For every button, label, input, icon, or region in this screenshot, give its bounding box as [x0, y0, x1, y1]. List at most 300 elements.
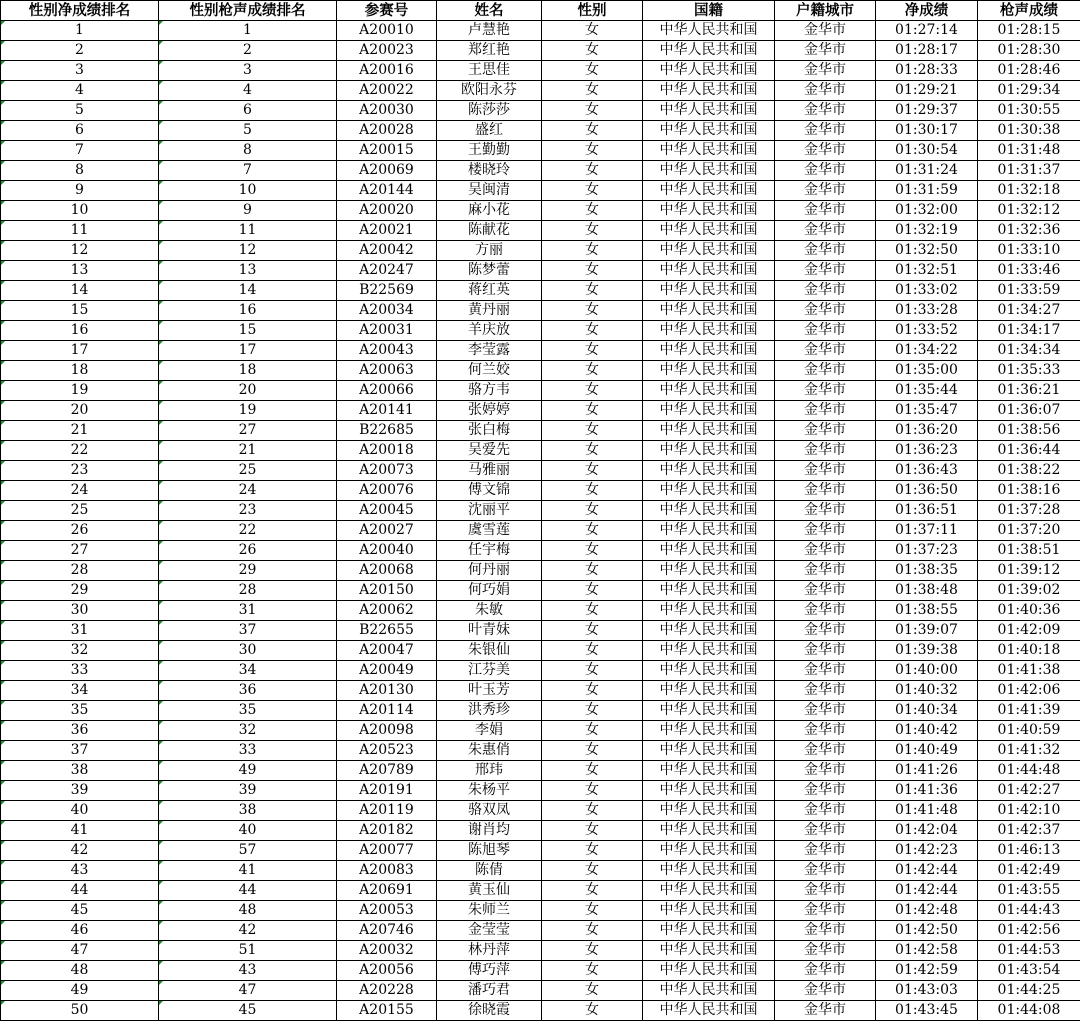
nationality-cell[interactable]: 中华人民共和国 — [643, 1001, 775, 1021]
header-cell-bib[interactable]: 参赛号 — [337, 1, 437, 21]
gun-rank-cell[interactable]: 12 — [159, 241, 337, 261]
gender-cell[interactable]: 女 — [542, 521, 643, 541]
net-rank-cell[interactable]: 29 — [1, 581, 159, 601]
net-time-cell[interactable]: 01:37:11 — [876, 521, 978, 541]
city-cell[interactable]: 金华市 — [775, 21, 876, 41]
gender-cell[interactable]: 女 — [542, 361, 643, 381]
nationality-cell[interactable]: 中华人民共和国 — [643, 901, 775, 921]
name-cell[interactable]: 方丽 — [437, 241, 542, 261]
gun-rank-cell[interactable]: 10 — [159, 181, 337, 201]
bib-cell[interactable]: A20789 — [337, 761, 437, 781]
name-cell[interactable]: 张白梅 — [437, 421, 542, 441]
bib-cell[interactable]: A20053 — [337, 901, 437, 921]
city-cell[interactable]: 金华市 — [775, 41, 876, 61]
gender-cell[interactable]: 女 — [542, 321, 643, 341]
nationality-cell[interactable]: 中华人民共和国 — [643, 501, 775, 521]
nationality-cell[interactable]: 中华人民共和国 — [643, 961, 775, 981]
gun-rank-cell[interactable]: 41 — [159, 861, 337, 881]
net-rank-cell[interactable]: 31 — [1, 621, 159, 641]
gender-cell[interactable]: 女 — [542, 621, 643, 641]
bib-cell[interactable]: A20043 — [337, 341, 437, 361]
net-time-cell[interactable]: 01:36:23 — [876, 441, 978, 461]
net-rank-cell[interactable]: 8 — [1, 161, 159, 181]
name-cell[interactable]: 谢肖均 — [437, 821, 542, 841]
city-cell[interactable]: 金华市 — [775, 941, 876, 961]
net-time-cell[interactable]: 01:42:44 — [876, 881, 978, 901]
nationality-cell[interactable]: 中华人民共和国 — [643, 861, 775, 881]
bib-cell[interactable]: A20020 — [337, 201, 437, 221]
gender-cell[interactable]: 女 — [542, 561, 643, 581]
net-time-cell[interactable]: 01:32:00 — [876, 201, 978, 221]
gender-cell[interactable]: 女 — [542, 401, 643, 421]
name-cell[interactable]: 黄玉仙 — [437, 881, 542, 901]
gender-cell[interactable]: 女 — [542, 981, 643, 1001]
gun-rank-cell[interactable]: 3 — [159, 61, 337, 81]
bib-cell[interactable]: A20042 — [337, 241, 437, 261]
net-time-cell[interactable]: 01:36:51 — [876, 501, 978, 521]
gender-cell[interactable]: 女 — [542, 741, 643, 761]
net-rank-cell[interactable]: 33 — [1, 661, 159, 681]
gun-time-cell[interactable]: 01:44:53 — [978, 941, 1080, 961]
city-cell[interactable]: 金华市 — [775, 541, 876, 561]
name-cell[interactable]: 朱银仙 — [437, 641, 542, 661]
gun-rank-cell[interactable]: 16 — [159, 301, 337, 321]
bib-cell[interactable]: A20228 — [337, 981, 437, 1001]
name-cell[interactable]: 吴闽清 — [437, 181, 542, 201]
nationality-cell[interactable]: 中华人民共和国 — [643, 701, 775, 721]
nationality-cell[interactable]: 中华人民共和国 — [643, 761, 775, 781]
header-cell-gender[interactable]: 性别 — [542, 1, 643, 21]
net-time-cell[interactable]: 01:32:51 — [876, 261, 978, 281]
city-cell[interactable]: 金华市 — [775, 401, 876, 421]
gun-time-cell[interactable]: 01:30:38 — [978, 121, 1080, 141]
header-cell-gender-net-rank[interactable]: 性别净成绩排名 — [1, 1, 159, 21]
gender-cell[interactable]: 女 — [542, 641, 643, 661]
net-rank-cell[interactable]: 23 — [1, 461, 159, 481]
net-time-cell[interactable]: 01:36:20 — [876, 421, 978, 441]
gun-rank-cell[interactable]: 43 — [159, 961, 337, 981]
gender-cell[interactable]: 女 — [542, 421, 643, 441]
city-cell[interactable]: 金华市 — [775, 1001, 876, 1021]
gun-rank-cell[interactable]: 22 — [159, 521, 337, 541]
city-cell[interactable]: 金华市 — [775, 801, 876, 821]
net-rank-cell[interactable]: 48 — [1, 961, 159, 981]
gun-time-cell[interactable]: 01:41:32 — [978, 741, 1080, 761]
city-cell[interactable]: 金华市 — [775, 681, 876, 701]
net-rank-cell[interactable]: 49 — [1, 981, 159, 1001]
bib-cell[interactable]: A20150 — [337, 581, 437, 601]
net-rank-cell[interactable]: 46 — [1, 921, 159, 941]
bib-cell[interactable]: A20077 — [337, 841, 437, 861]
gun-time-cell[interactable]: 01:29:34 — [978, 81, 1080, 101]
gun-rank-cell[interactable]: 33 — [159, 741, 337, 761]
gun-rank-cell[interactable]: 8 — [159, 141, 337, 161]
city-cell[interactable]: 金华市 — [775, 781, 876, 801]
net-time-cell[interactable]: 01:29:21 — [876, 81, 978, 101]
gun-time-cell[interactable]: 01:34:17 — [978, 321, 1080, 341]
gun-rank-cell[interactable]: 24 — [159, 481, 337, 501]
gun-rank-cell[interactable]: 1 — [159, 21, 337, 41]
city-cell[interactable]: 金华市 — [775, 241, 876, 261]
bib-cell[interactable]: A20155 — [337, 1001, 437, 1021]
net-rank-cell[interactable]: 24 — [1, 481, 159, 501]
net-rank-cell[interactable]: 45 — [1, 901, 159, 921]
net-rank-cell[interactable]: 43 — [1, 861, 159, 881]
bib-cell[interactable]: A20022 — [337, 81, 437, 101]
net-time-cell[interactable]: 01:39:07 — [876, 621, 978, 641]
gun-rank-cell[interactable]: 30 — [159, 641, 337, 661]
gender-cell[interactable]: 女 — [542, 141, 643, 161]
city-cell[interactable]: 金华市 — [775, 261, 876, 281]
gun-time-cell[interactable]: 01:36:21 — [978, 381, 1080, 401]
name-cell[interactable]: 郑红艳 — [437, 41, 542, 61]
nationality-cell[interactable]: 中华人民共和国 — [643, 821, 775, 841]
nationality-cell[interactable]: 中华人民共和国 — [643, 21, 775, 41]
gun-rank-cell[interactable]: 42 — [159, 921, 337, 941]
nationality-cell[interactable]: 中华人民共和国 — [643, 181, 775, 201]
gun-rank-cell[interactable]: 25 — [159, 461, 337, 481]
gun-rank-cell[interactable]: 34 — [159, 661, 337, 681]
gun-time-cell[interactable]: 01:38:51 — [978, 541, 1080, 561]
city-cell[interactable]: 金华市 — [775, 301, 876, 321]
gun-rank-cell[interactable]: 4 — [159, 81, 337, 101]
net-rank-cell[interactable]: 35 — [1, 701, 159, 721]
gun-rank-cell[interactable]: 57 — [159, 841, 337, 861]
gun-rank-cell[interactable]: 13 — [159, 261, 337, 281]
gender-cell[interactable]: 女 — [542, 801, 643, 821]
city-cell[interactable]: 金华市 — [775, 381, 876, 401]
nationality-cell[interactable]: 中华人民共和国 — [643, 341, 775, 361]
bib-cell[interactable]: A20114 — [337, 701, 437, 721]
net-rank-cell[interactable]: 10 — [1, 201, 159, 221]
net-rank-cell[interactable]: 34 — [1, 681, 159, 701]
bib-cell[interactable]: A20069 — [337, 161, 437, 181]
net-time-cell[interactable]: 01:35:00 — [876, 361, 978, 381]
gun-rank-cell[interactable]: 29 — [159, 561, 337, 581]
name-cell[interactable]: 骆方韦 — [437, 381, 542, 401]
gender-cell[interactable]: 女 — [542, 481, 643, 501]
net-rank-cell[interactable]: 14 — [1, 281, 159, 301]
bib-cell[interactable]: A20047 — [337, 641, 437, 661]
bib-cell[interactable]: A20023 — [337, 41, 437, 61]
net-rank-cell[interactable]: 13 — [1, 261, 159, 281]
net-rank-cell[interactable]: 42 — [1, 841, 159, 861]
nationality-cell[interactable]: 中华人民共和国 — [643, 281, 775, 301]
gender-cell[interactable]: 女 — [542, 81, 643, 101]
gun-rank-cell[interactable]: 32 — [159, 721, 337, 741]
net-time-cell[interactable]: 01:33:28 — [876, 301, 978, 321]
nationality-cell[interactable]: 中华人民共和国 — [643, 261, 775, 281]
gun-time-cell[interactable]: 01:39:02 — [978, 581, 1080, 601]
net-rank-cell[interactable]: 37 — [1, 741, 159, 761]
net-rank-cell[interactable]: 40 — [1, 801, 159, 821]
net-time-cell[interactable]: 01:40:00 — [876, 661, 978, 681]
gender-cell[interactable]: 女 — [542, 901, 643, 921]
gun-time-cell[interactable]: 01:36:07 — [978, 401, 1080, 421]
name-cell[interactable]: 朱师兰 — [437, 901, 542, 921]
net-rank-cell[interactable]: 3 — [1, 61, 159, 81]
net-time-cell[interactable]: 01:38:55 — [876, 601, 978, 621]
city-cell[interactable]: 金华市 — [775, 161, 876, 181]
gun-rank-cell[interactable]: 39 — [159, 781, 337, 801]
gender-cell[interactable]: 女 — [542, 281, 643, 301]
nationality-cell[interactable]: 中华人民共和国 — [643, 441, 775, 461]
name-cell[interactable]: 何兰姣 — [437, 361, 542, 381]
gun-rank-cell[interactable]: 45 — [159, 1001, 337, 1021]
net-time-cell[interactable]: 01:42:23 — [876, 841, 978, 861]
net-rank-cell[interactable]: 26 — [1, 521, 159, 541]
gun-rank-cell[interactable]: 9 — [159, 201, 337, 221]
gun-rank-cell[interactable]: 18 — [159, 361, 337, 381]
city-cell[interactable]: 金华市 — [775, 121, 876, 141]
name-cell[interactable]: 王思佳 — [437, 61, 542, 81]
gender-cell[interactable]: 女 — [542, 341, 643, 361]
net-time-cell[interactable]: 01:28:33 — [876, 61, 978, 81]
name-cell[interactable]: 虞雪莲 — [437, 521, 542, 541]
net-time-cell[interactable]: 01:39:38 — [876, 641, 978, 661]
net-time-cell[interactable]: 01:42:58 — [876, 941, 978, 961]
city-cell[interactable]: 金华市 — [775, 921, 876, 941]
nationality-cell[interactable]: 中华人民共和国 — [643, 841, 775, 861]
city-cell[interactable]: 金华市 — [775, 321, 876, 341]
gun-time-cell[interactable]: 01:37:20 — [978, 521, 1080, 541]
net-rank-cell[interactable]: 50 — [1, 1001, 159, 1021]
gun-time-cell[interactable]: 01:31:48 — [978, 141, 1080, 161]
city-cell[interactable]: 金华市 — [775, 561, 876, 581]
gun-time-cell[interactable]: 01:28:30 — [978, 41, 1080, 61]
nationality-cell[interactable]: 中华人民共和国 — [643, 421, 775, 441]
city-cell[interactable]: 金华市 — [775, 761, 876, 781]
net-rank-cell[interactable]: 15 — [1, 301, 159, 321]
city-cell[interactable]: 金华市 — [775, 341, 876, 361]
gender-cell[interactable]: 女 — [542, 541, 643, 561]
nationality-cell[interactable]: 中华人民共和国 — [643, 641, 775, 661]
gun-time-cell[interactable]: 01:33:59 — [978, 281, 1080, 301]
bib-cell[interactable]: A20076 — [337, 481, 437, 501]
gun-rank-cell[interactable]: 38 — [159, 801, 337, 821]
net-time-cell[interactable]: 01:35:44 — [876, 381, 978, 401]
nationality-cell[interactable]: 中华人民共和国 — [643, 141, 775, 161]
header-cell-gun-time[interactable]: 枪声成绩 — [978, 1, 1080, 21]
gun-time-cell[interactable]: 01:42:37 — [978, 821, 1080, 841]
nationality-cell[interactable]: 中华人民共和国 — [643, 121, 775, 141]
gun-time-cell[interactable]: 01:42:10 — [978, 801, 1080, 821]
name-cell[interactable]: 楼晓玲 — [437, 161, 542, 181]
net-time-cell[interactable]: 01:43:45 — [876, 1001, 978, 1021]
net-time-cell[interactable]: 01:42:59 — [876, 961, 978, 981]
gun-rank-cell[interactable]: 28 — [159, 581, 337, 601]
bib-cell[interactable]: A20031 — [337, 321, 437, 341]
gun-rank-cell[interactable]: 17 — [159, 341, 337, 361]
gender-cell[interactable]: 女 — [542, 881, 643, 901]
gun-time-cell[interactable]: 01:43:55 — [978, 881, 1080, 901]
bib-cell[interactable]: A20141 — [337, 401, 437, 421]
bib-cell[interactable]: A20040 — [337, 541, 437, 561]
city-cell[interactable]: 金华市 — [775, 901, 876, 921]
nationality-cell[interactable]: 中华人民共和国 — [643, 321, 775, 341]
nationality-cell[interactable]: 中华人民共和国 — [643, 381, 775, 401]
nationality-cell[interactable]: 中华人民共和国 — [643, 221, 775, 241]
city-cell[interactable]: 金华市 — [775, 141, 876, 161]
gun-rank-cell[interactable]: 2 — [159, 41, 337, 61]
gun-time-cell[interactable]: 01:42:56 — [978, 921, 1080, 941]
bib-cell[interactable]: A20034 — [337, 301, 437, 321]
bib-cell[interactable]: A20098 — [337, 721, 437, 741]
city-cell[interactable]: 金华市 — [775, 461, 876, 481]
bib-cell[interactable]: A20027 — [337, 521, 437, 541]
net-rank-cell[interactable]: 25 — [1, 501, 159, 521]
bib-cell[interactable]: A20010 — [337, 21, 437, 41]
gun-rank-cell[interactable]: 15 — [159, 321, 337, 341]
bib-cell[interactable]: A20063 — [337, 361, 437, 381]
bib-cell[interactable]: A20030 — [337, 101, 437, 121]
gender-cell[interactable]: 女 — [542, 941, 643, 961]
gun-time-cell[interactable]: 01:38:16 — [978, 481, 1080, 501]
gun-rank-cell[interactable]: 48 — [159, 901, 337, 921]
gender-cell[interactable]: 女 — [542, 441, 643, 461]
gun-rank-cell[interactable]: 40 — [159, 821, 337, 841]
bib-cell[interactable]: B22569 — [337, 281, 437, 301]
bib-cell[interactable]: A20247 — [337, 261, 437, 281]
net-rank-cell[interactable]: 17 — [1, 341, 159, 361]
nationality-cell[interactable]: 中华人民共和国 — [643, 981, 775, 1001]
net-time-cell[interactable]: 01:32:50 — [876, 241, 978, 261]
name-cell[interactable]: 何巧娟 — [437, 581, 542, 601]
net-rank-cell[interactable]: 21 — [1, 421, 159, 441]
gun-rank-cell[interactable]: 31 — [159, 601, 337, 621]
city-cell[interactable]: 金华市 — [775, 221, 876, 241]
bib-cell[interactable]: A20068 — [337, 561, 437, 581]
city-cell[interactable]: 金华市 — [775, 621, 876, 641]
net-rank-cell[interactable]: 36 — [1, 721, 159, 741]
gun-time-cell[interactable]: 01:30:55 — [978, 101, 1080, 121]
gender-cell[interactable]: 女 — [542, 461, 643, 481]
name-cell[interactable]: 王勤勤 — [437, 141, 542, 161]
net-rank-cell[interactable]: 41 — [1, 821, 159, 841]
net-time-cell[interactable]: 01:27:14 — [876, 21, 978, 41]
gun-time-cell[interactable]: 01:33:46 — [978, 261, 1080, 281]
city-cell[interactable]: 金华市 — [775, 201, 876, 221]
net-time-cell[interactable]: 01:42:04 — [876, 821, 978, 841]
gun-time-cell[interactable]: 01:41:38 — [978, 661, 1080, 681]
bib-cell[interactable]: A20016 — [337, 61, 437, 81]
gender-cell[interactable]: 女 — [542, 581, 643, 601]
bib-cell[interactable]: A20049 — [337, 661, 437, 681]
net-time-cell[interactable]: 01:42:44 — [876, 861, 978, 881]
net-rank-cell[interactable]: 7 — [1, 141, 159, 161]
nationality-cell[interactable]: 中华人民共和国 — [643, 561, 775, 581]
bib-cell[interactable]: A20018 — [337, 441, 437, 461]
nationality-cell[interactable]: 中华人民共和国 — [643, 101, 775, 121]
gender-cell[interactable]: 女 — [542, 121, 643, 141]
bib-cell[interactable]: A20056 — [337, 961, 437, 981]
bib-cell[interactable]: A20746 — [337, 921, 437, 941]
city-cell[interactable]: 金华市 — [775, 281, 876, 301]
net-time-cell[interactable]: 01:36:43 — [876, 461, 978, 481]
gender-cell[interactable]: 女 — [542, 841, 643, 861]
bib-cell[interactable]: A20523 — [337, 741, 437, 761]
name-cell[interactable]: 任宇梅 — [437, 541, 542, 561]
city-cell[interactable]: 金华市 — [775, 481, 876, 501]
name-cell[interactable]: 江芬美 — [437, 661, 542, 681]
bib-cell[interactable]: A20691 — [337, 881, 437, 901]
gun-rank-cell[interactable]: 35 — [159, 701, 337, 721]
net-rank-cell[interactable]: 18 — [1, 361, 159, 381]
bib-cell[interactable]: A20021 — [337, 221, 437, 241]
name-cell[interactable]: 李莹露 — [437, 341, 542, 361]
net-time-cell[interactable]: 01:38:35 — [876, 561, 978, 581]
gun-time-cell[interactable]: 01:40:18 — [978, 641, 1080, 661]
gun-rank-cell[interactable]: 11 — [159, 221, 337, 241]
nationality-cell[interactable]: 中华人民共和国 — [643, 81, 775, 101]
city-cell[interactable]: 金华市 — [775, 881, 876, 901]
name-cell[interactable]: 蒋红英 — [437, 281, 542, 301]
city-cell[interactable]: 金华市 — [775, 721, 876, 741]
net-rank-cell[interactable]: 4 — [1, 81, 159, 101]
net-rank-cell[interactable]: 11 — [1, 221, 159, 241]
gun-time-cell[interactable]: 01:31:37 — [978, 161, 1080, 181]
net-rank-cell[interactable]: 30 — [1, 601, 159, 621]
gun-time-cell[interactable]: 01:39:12 — [978, 561, 1080, 581]
gender-cell[interactable]: 女 — [542, 201, 643, 221]
nationality-cell[interactable]: 中华人民共和国 — [643, 601, 775, 621]
nationality-cell[interactable]: 中华人民共和国 — [643, 921, 775, 941]
gun-time-cell[interactable]: 01:36:44 — [978, 441, 1080, 461]
city-cell[interactable]: 金华市 — [775, 581, 876, 601]
net-time-cell[interactable]: 01:33:02 — [876, 281, 978, 301]
name-cell[interactable]: 叶青妹 — [437, 621, 542, 641]
city-cell[interactable]: 金华市 — [775, 81, 876, 101]
city-cell[interactable]: 金华市 — [775, 981, 876, 1001]
bib-cell[interactable]: A20045 — [337, 501, 437, 521]
net-rank-cell[interactable]: 1 — [1, 21, 159, 41]
city-cell[interactable]: 金华市 — [775, 421, 876, 441]
gun-rank-cell[interactable]: 44 — [159, 881, 337, 901]
name-cell[interactable]: 邢玮 — [437, 761, 542, 781]
net-time-cell[interactable]: 01:41:36 — [876, 781, 978, 801]
gun-time-cell[interactable]: 01:34:34 — [978, 341, 1080, 361]
gender-cell[interactable]: 女 — [542, 961, 643, 981]
gun-rank-cell[interactable]: 27 — [159, 421, 337, 441]
header-cell-city[interactable]: 户籍城市 — [775, 1, 876, 21]
net-time-cell[interactable]: 01:41:48 — [876, 801, 978, 821]
gun-time-cell[interactable]: 01:42:09 — [978, 621, 1080, 641]
city-cell[interactable]: 金华市 — [775, 181, 876, 201]
gender-cell[interactable]: 女 — [542, 601, 643, 621]
header-cell-gender-gun-rank[interactable]: 性别枪声成绩排名 — [159, 1, 337, 21]
bib-cell[interactable]: A20028 — [337, 121, 437, 141]
city-cell[interactable]: 金华市 — [775, 641, 876, 661]
gun-rank-cell[interactable]: 47 — [159, 981, 337, 1001]
gun-rank-cell[interactable]: 26 — [159, 541, 337, 561]
name-cell[interactable]: 骆双凤 — [437, 801, 542, 821]
gun-time-cell[interactable]: 01:34:27 — [978, 301, 1080, 321]
net-rank-cell[interactable]: 20 — [1, 401, 159, 421]
net-time-cell[interactable]: 01:37:23 — [876, 541, 978, 561]
gender-cell[interactable]: 女 — [542, 661, 643, 681]
nationality-cell[interactable]: 中华人民共和国 — [643, 681, 775, 701]
gun-rank-cell[interactable]: 36 — [159, 681, 337, 701]
name-cell[interactable]: 洪秀珍 — [437, 701, 542, 721]
gun-time-cell[interactable]: 01:32:18 — [978, 181, 1080, 201]
net-rank-cell[interactable]: 39 — [1, 781, 159, 801]
name-cell[interactable]: 傅文锦 — [437, 481, 542, 501]
gun-rank-cell[interactable]: 14 — [159, 281, 337, 301]
name-cell[interactable]: 朱杨平 — [437, 781, 542, 801]
gender-cell[interactable]: 女 — [542, 161, 643, 181]
nationality-cell[interactable]: 中华人民共和国 — [643, 461, 775, 481]
gender-cell[interactable]: 女 — [542, 781, 643, 801]
